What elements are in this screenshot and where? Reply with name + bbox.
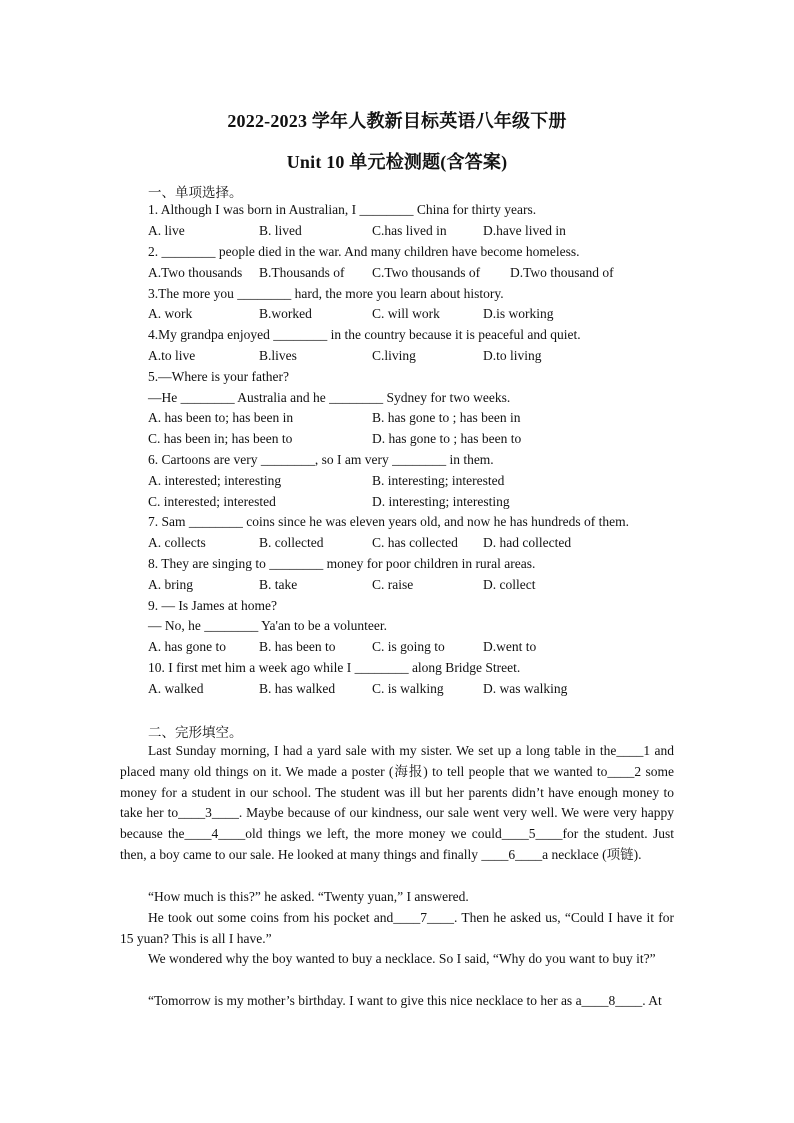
option-c: C. is walking	[372, 681, 444, 696]
question-9-options	[148, 638, 708, 656]
option-a: A. has been to; has been in	[148, 410, 294, 425]
question-10-options	[148, 680, 708, 698]
option-b: B. interesting; interested	[372, 473, 505, 488]
question-6-stem: 6. Cartoons are very ________, so I am very ________ in them.	[148, 452, 494, 467]
question-7-options	[148, 534, 708, 552]
passage-paragraph-4: We wondered why the boy wanted to buy a necklace. So I said, “Why do you want to buy it?”	[148, 951, 656, 966]
option-d: D.to living	[483, 348, 542, 363]
document-title: 2022-2023 学年人教新目标英语八年级下册	[227, 111, 567, 131]
question-2-stem: 2. ________ people died in the war. And many children have become homeless.	[148, 244, 580, 259]
option-d: D.is working	[483, 306, 554, 321]
option-c: C. has collected	[372, 535, 458, 550]
option-c: C.living	[372, 348, 416, 363]
option-c: C. raise	[372, 577, 414, 592]
option-d: D. was walking	[483, 681, 568, 696]
option-b: B.worked	[259, 306, 312, 321]
question-5-stem-2: —He ________ Australia and he ________ Sydney for two weeks.	[148, 390, 511, 405]
section2-heading: 二、完形填空。	[148, 725, 243, 740]
option-a: A. interested; interesting	[148, 473, 282, 488]
option-b: B. collected	[259, 535, 324, 550]
passage-paragraph-1: Last Sunday morning, I had a yard sale with my sister. We set up a long table in the____1 and placed many old things on it. We made a poster (海报) to tell people that we wanted to____2 some money for a student in our school. The student was ill but her parents didn’t have enough money to take her to____3____. Maybe because of our kindness, our sale went very well. We were very happy because the____4____old things we left, the more money we could____5____for the student. Just then, a boy came to our sale. He looked at many things and finally ____6____a necklace (项链).	[120, 743, 674, 862]
option-d: D.Two thousand of	[510, 265, 614, 280]
question-10-stem: 10. I first met him a week ago while I ________ along Bridge Street.	[148, 660, 521, 675]
question-8-options	[148, 576, 708, 594]
option-c: C. has been in; has been to	[148, 431, 293, 446]
option-b: B.Thousands of	[259, 265, 345, 280]
option-a: A. work	[148, 306, 193, 321]
option-c: C.has lived in	[372, 223, 447, 238]
option-d: D. has gone to ; has been to	[372, 431, 522, 446]
option-c: C.Two thousands of	[372, 265, 481, 280]
document-subtitle: Unit 10 单元检测题(含答案)	[286, 152, 508, 172]
option-c: C. is going to	[372, 639, 445, 654]
option-d: D.went to	[483, 639, 537, 654]
option-b: B. take	[259, 577, 298, 592]
question-3-options	[148, 305, 708, 323]
section1-heading: 一、单项选择。	[148, 185, 243, 200]
option-d: D. collect	[483, 577, 536, 592]
question-6-options-row1	[148, 472, 708, 490]
question-6-options-row2	[148, 493, 708, 511]
question-4-options	[148, 347, 708, 365]
option-d: D. interesting; interesting	[372, 494, 510, 509]
option-a: A. bring	[148, 577, 193, 592]
option-b: B. has been to	[259, 639, 336, 654]
option-b: B. has gone to ; has been in	[372, 410, 521, 425]
question-3-stem: 3.The more you ________ hard, the more you learn about history.	[148, 286, 504, 301]
question-9-stem-2: — No, he ________ Ya'an to be a volunteer.	[148, 618, 388, 633]
option-a: A.to live	[148, 348, 196, 363]
question-5-stem: 5.—Where is your father?	[148, 369, 289, 384]
option-c: C. interested; interested	[148, 494, 276, 509]
option-a: A. collects	[148, 535, 206, 550]
option-b: B. lived	[259, 223, 302, 238]
option-b: B. has walked	[259, 681, 336, 696]
option-d: D. had collected	[483, 535, 572, 550]
option-a: A. walked	[148, 681, 204, 696]
question-5-options-row2	[148, 430, 708, 448]
option-a: A.Two thousands	[148, 265, 243, 280]
option-b: B.lives	[259, 348, 297, 363]
passage-paragraph-3: He took out some coins from his pocket and____7____. Then he asked us, “Could I have it for 15 yuan? This is all I have.”	[120, 910, 674, 946]
question-8-stem: 8. They are singing to ________ money for poor children in rural areas.	[148, 556, 536, 571]
option-c: C. will work	[372, 306, 440, 321]
question-7-stem: 7. Sam ________ coins since he was eleven years old, and now he has hundreds of them.	[148, 514, 630, 529]
question-4-stem: 4.My grandpa enjoyed ________ in the country because it is peaceful and quiet.	[148, 327, 581, 342]
passage-paragraph-5: “Tomorrow is my mother’s birthday. I want to give this nice necklace to her as a____8____. At	[148, 993, 662, 1008]
question-2-options	[148, 264, 708, 282]
question-1-stem: 1. Although I was born in Australian, I ________ China for thirty years.	[148, 202, 537, 217]
option-a: A. has gone to	[148, 639, 226, 654]
question-9-stem: 9. — Is James at home?	[148, 598, 277, 613]
question-1-options	[148, 222, 708, 240]
passage-paragraph-2: “How much is this?” he asked. “Twenty yuan,” I answered.	[148, 889, 469, 904]
option-d: D.have lived in	[483, 223, 566, 238]
option-a: A. live	[148, 223, 185, 238]
question-5-options-row1	[148, 409, 708, 427]
